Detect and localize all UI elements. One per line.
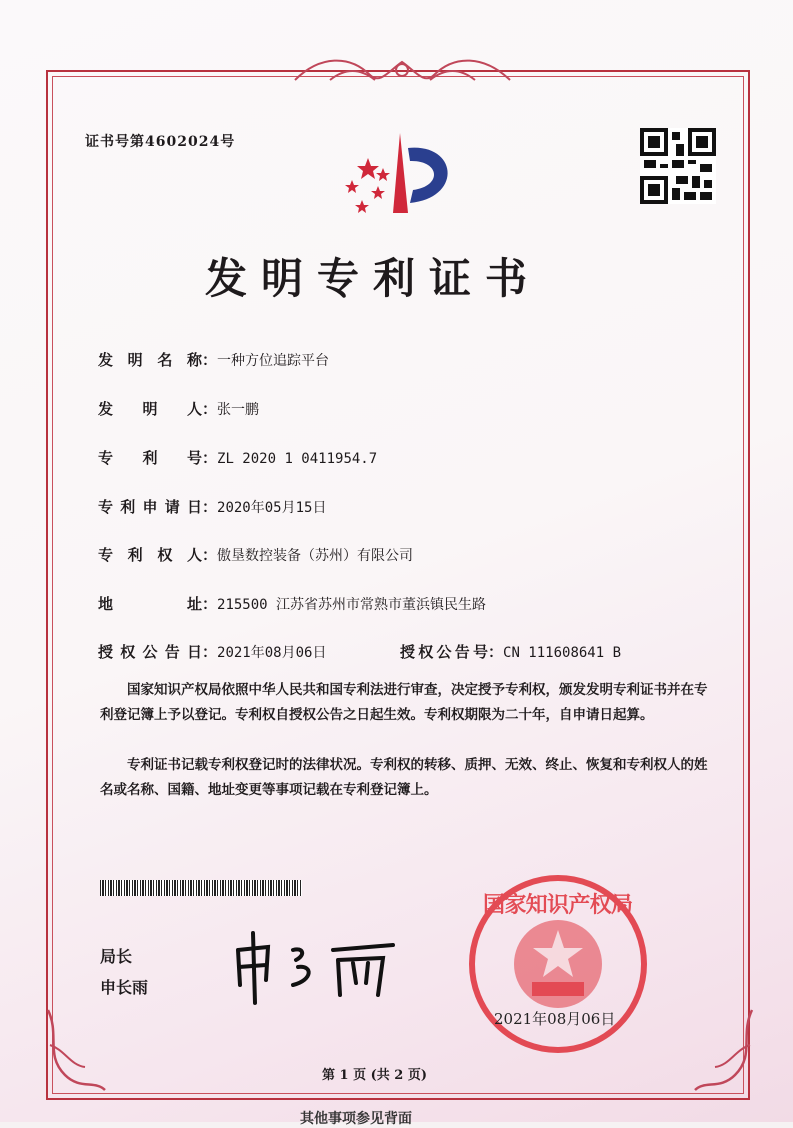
next-page-text: 其他事项参见背面	[300, 1111, 412, 1127]
field-value: 张一鹏	[217, 402, 260, 418]
signature-icon	[228, 925, 403, 1005]
field-label: 授权公告号	[400, 643, 488, 661]
statement-paragraph: 国家知识产权局依照中华人民共和国专利法进行审查，决定授予专利权，颁发发明专利证书并在专利登记簿上予以登记。专利权自授权公告之日起生效。专利权期限为二十年，自申请日起算。	[100, 682, 708, 723]
corner-ornament-icon	[690, 1005, 760, 1095]
field-value: 215500 江苏省苏州市常熟市董浜镇民生路	[217, 597, 487, 613]
top-ornament-icon	[290, 50, 515, 90]
qr-code-icon	[640, 128, 716, 204]
cnipa-logo-icon	[338, 128, 463, 218]
field-application-date: 专利申请日：2020年05月15日	[98, 498, 327, 516]
seal-date: 2021年08月06日	[494, 1010, 616, 1028]
field-label: 专利号	[98, 449, 202, 467]
field-patentee: 专利权人：傲垦数控装备（苏州）有限公司	[98, 546, 414, 564]
field-announcement-number: 授权公告号：CN 111608641 B	[400, 643, 622, 661]
document-title: 发明专利证书	[205, 254, 542, 303]
field-label: 地址	[98, 595, 202, 613]
field-invention-name: 发明名称：一种方位追踪平台	[98, 351, 330, 369]
field-label: 专利申请日	[98, 498, 202, 516]
certificate-number: 证书号第4602024号	[85, 134, 236, 150]
field-inventor: 发明人：张一鹏	[98, 400, 260, 418]
field-label: 发明人	[98, 400, 202, 418]
field-value: 傲垦数控装备（苏州）有限公司	[217, 548, 414, 564]
field-value: ZL 2020 1 0411954.7	[217, 451, 378, 467]
field-label: 专利权人	[98, 546, 202, 564]
field-value: 2021年08月06日	[217, 645, 327, 661]
statement-paragraph: 专利证书记载专利权登记时的法律状况。专利权的转移、质押、无效、终止、恢复和专利权人的姓名或名称、国籍、地址变更等事项记载在专利登记簿上。	[100, 757, 708, 798]
field-patent-number: 专利号：ZL 2020 1 0411954.7	[98, 449, 378, 467]
page-indicator: 第 1 页 (共 2 页)	[322, 1068, 428, 1083]
field-grant-date: 授权公告日：2021年08月06日	[98, 643, 327, 661]
signatory-name: 申长雨	[100, 978, 149, 997]
signatory-title: 局长	[100, 947, 133, 966]
field-address: 地址：215500 江苏省苏州市常熟市董浜镇民生路	[98, 595, 487, 613]
barcode	[100, 880, 302, 896]
field-value: CN 111608641 B	[503, 645, 622, 661]
corner-ornament-icon	[40, 1005, 110, 1095]
field-label: 发明名称	[98, 351, 202, 369]
field-value: 2020年05月15日	[217, 500, 327, 516]
seal-text: 国家知识产权局	[483, 892, 633, 918]
field-value: 一种方位追踪平台	[217, 353, 330, 369]
field-label: 授权公告日	[98, 643, 202, 661]
